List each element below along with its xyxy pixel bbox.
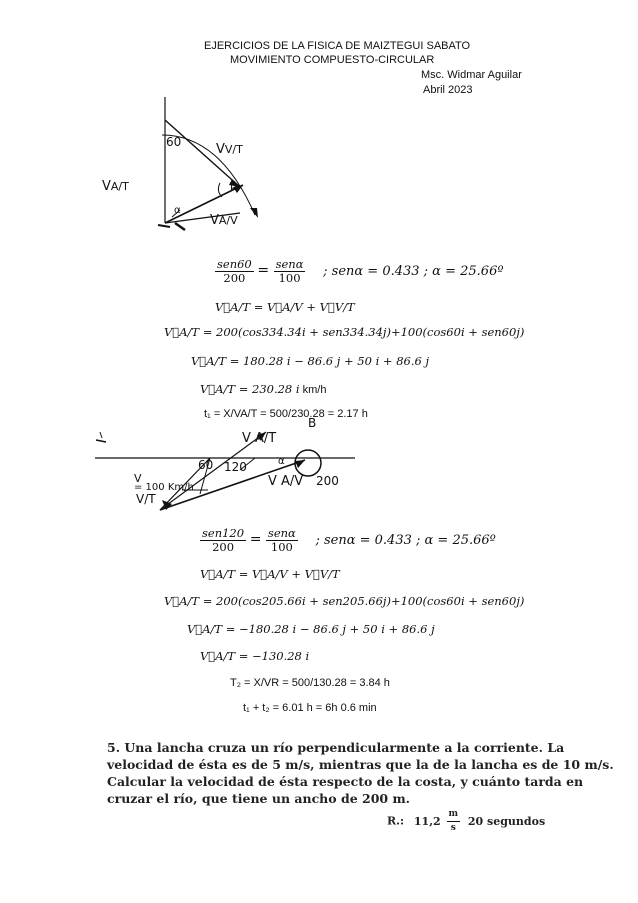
v-label: V [134,472,142,485]
vector-components-equation-1: V⃗A/T = 200(cos334.34i + sen334.34j)+100(cos60i + sen60j) [164,325,525,339]
document-subtitle: MOVIMIENTO COMPUESTO-CIRCULAR [230,54,435,66]
vector-components-equation-2: V⃗A/T = 200(cos205.66i + sen205.66j)+100(cos60i + sen60j) [164,594,525,608]
alpha-label: α [174,205,181,216]
speed-100-label: = 100 Km/h [134,482,194,493]
problem-5-line-2: velocidad de ésta es de 5 m/s, mientras que la de la lancha es de 10 m/s. [107,757,614,772]
distance-200-label: 200 [316,474,339,488]
alpha-label-2: α [278,456,285,467]
v-vt-label: VV/T [216,142,243,157]
angle-60-label-2: 60 [198,458,214,472]
vector-sum-equation-1: V⃗A/T = V⃗A/V + V⃗V/T [215,300,355,314]
expanded-vector-equation-2: V⃗A/T = −180.28 i − 86.6 j + 50 i + 86.6 j [187,622,435,636]
document-title: EJERCICIOS DE LA FISICA DE MAIZTEGUI SABATO [204,40,471,52]
vector-diagram-2 [90,416,360,520]
law-of-sines-equation-1: $\frac{\text{sen60}}{200}$ = $\frac{\text{senα}}{100}$ ; senα = 0.433 ; α = 25.66º [217,257,504,285]
angle-60-label: 60 [166,135,182,149]
time-t1-equation: t₁ = X/VA/T = 500/230.28 = 2.17 h [204,408,368,420]
problem-5-line-4: cruzar el río, que tiene un ancho de 200 m. [107,791,411,806]
v-vt-label-2: V/T [136,492,156,506]
v-av-label: VA/V [210,213,238,228]
vector-sum-equation-2: V⃗A/T = V⃗A/V + V⃗V/T [200,567,340,581]
resultant-velocity-1: V⃗A/T = 230.28 i km/h [200,382,327,396]
resultant-velocity-2: V⃗A/T = −130.28 i [200,649,310,663]
expanded-vector-equation-1: V⃗A/T = 180.28 i − 86.6 j + 50 i + 86.6 j [191,354,430,368]
law-of-sines-equation-2: $\frac{\text{sen120}}{200}$ = $\frac{\text{senα}}{100}$ ; senα = 0.433 ; α = 25.66º [202,526,496,554]
point-b-label: B [308,416,317,430]
problem-5-line-3: Calcular la velocidad de ésta respecto de la costa, y cuánto tarda en [107,774,584,789]
document-date: Abril 2023 [423,84,473,96]
problem-5-line-1: 5. Una lancha cruza un río perpendicularmente a la corriente. La [107,740,565,755]
total-time-equation: t₁ + t₂ = 6.01 h = 6h 0.6 min [243,702,377,714]
author-name: Msc. Widmar Aguilar [421,69,522,81]
problem-5-answer: R.: 11,2 $\frac{m}{s}$ 20 segundos [387,809,546,833]
vector-diagram-1 [100,95,300,245]
v-at-label: VA/T [102,179,129,194]
angle-120-label: 120 [224,460,247,474]
beta-label: β [230,179,238,192]
v-at-label-2: V A/T [242,431,277,446]
time-t2-equation: T₂ = X/VR = 500/130.28 = 3.84 h [230,677,390,689]
v-av-label-2: V A/V [268,474,304,489]
